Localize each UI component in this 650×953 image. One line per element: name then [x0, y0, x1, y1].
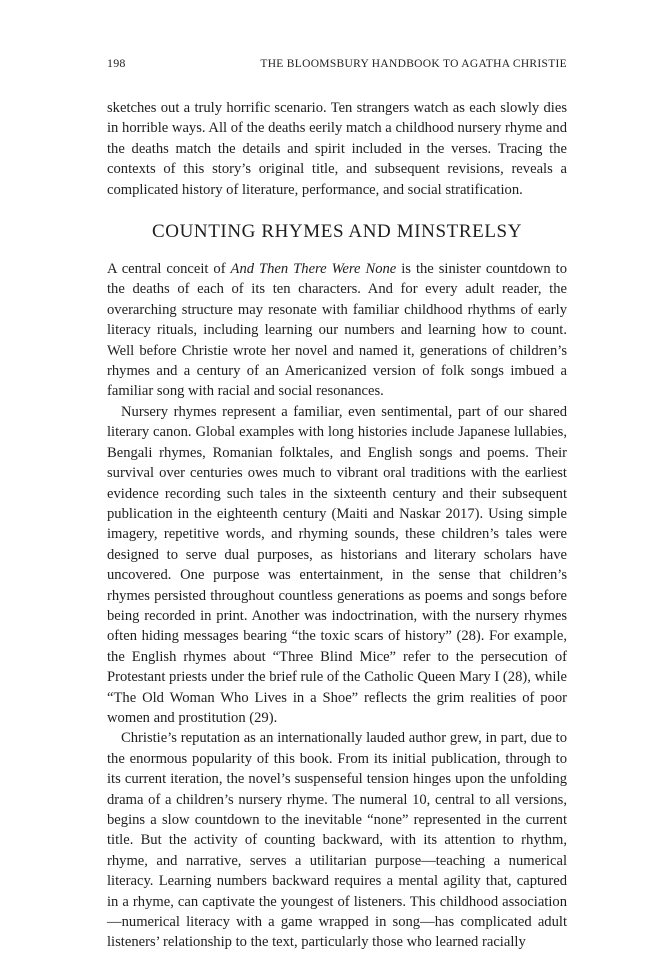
paragraph-2: Nursery rhymes represent a familiar, even sentimental, part of our shared literary canon. Global examples with long histories include Japanese lullabies, Bengali rhymes, Romanian folktales, and English songs and poems. Their survival over centuries owes much to vibrant oral traditions with the earliest evidence recording such tales in the sixteenth century and their subsequent publication in the eighteenth century (Maiti and Naskar 2017). Using simple imagery, repetitive words, and rhyming sounds, these children’s tales were designed to serve dual purposes, as historians and literary scholars have uncovered. One purpose was entertainment, in the sense that children’s rhymes persisted throughout countless generations as poems and songs before being recorded in print. Another was indoctrination, with the nursery rhymes often hiding messages bearing “the toxic scars of history” (28). For example, the English rhymes about “Three Blind Mice” refer to the persecution of Protestant priests under the brief rule of the Catholic Queen Mary I (28), while “The Old Woman Who Lives in a Shoe” reflects the grim realities of poor women and prostitution (29). [107, 403, 567, 726]
paragraph-1-rest: is the sinister countdown to the deaths of each of its ten characters. And for every adult reader, the overarching structure may resonate with familiar childhood rhythms of early literacy rituals, including learning our numbers and learning how to count. Well before Christie wrote her novel and named it, generations of children’s rhymes and a century of an Americanized version of folk songs imbued a familiar song with racial and social resonances. [107, 261, 567, 400]
page-number: 198 [107, 56, 126, 70]
body-text [107, 98, 567, 953]
section-heading: COUNTING RHYMES AND MINSTRELSY [151, 221, 523, 243]
running-header [107, 56, 567, 71]
paragraph-1 [107, 259, 567, 402]
continued-paragraph: sketches out a truly horrific scenario. Ten strangers watch as each slowly dies in horrible ways. All of the deaths eerily match a childhood nursery rhyme and the deaths match the details and spirit included in the verses. Tracing the contexts of this story’s original title, and subsequent revisions, reveals a complicated history of literature, performance, and social stratification. [107, 100, 567, 198]
paragraph-1-lead: A central conceit of [107, 261, 231, 278]
running-title: THE BLOOMSBURY HANDBOOK TO AGATHA CHRISTIE [260, 58, 567, 70]
book-title-italic: And Then There Were None [230, 261, 397, 278]
paragraph-3: Christie’s reputation as an internationally lauded author grew, in part, due to the enormous popularity of this book. From its initial publication, through to its current iteration, the novel’s suspenseful tension hinges upon the unfolding drama of a children’s nursery rhyme. The numeral 10, central to all versions, begins a slow countdown to the inevitable “none” represented in the current title. But the activity of counting backward, with its attention to rhythm, rhyme, and narrative, serves a utilitarian purpose—teaching a numerical literacy. Learning numbers backward requires a mental agility that, captured in a rhyme, can captivate the youngest of listeners. This childhood association—numerical literacy with a game wrapped in song—has complicated adult listeners’ relationship to the text, particularly those who learned racially [107, 730, 567, 951]
